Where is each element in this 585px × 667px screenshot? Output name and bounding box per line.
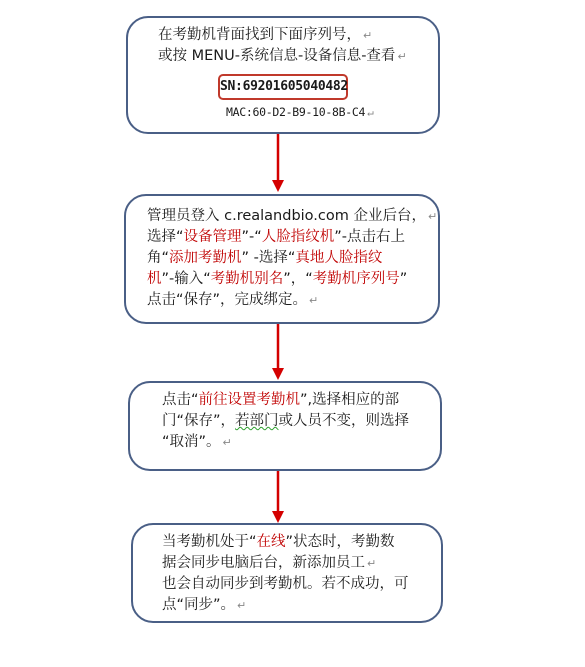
arrow-head bbox=[272, 180, 284, 192]
step-2-text-5: 点击“保存”，完成绑定。 bbox=[147, 292, 308, 308]
text: 当考勤机处于“ bbox=[162, 534, 257, 550]
text: 选择“ bbox=[147, 229, 184, 245]
step-2-line-5 bbox=[147, 290, 318, 311]
arrow-head bbox=[272, 368, 284, 380]
paragraph-mark-icon: ↵ bbox=[237, 599, 247, 612]
mac-address-label bbox=[226, 104, 373, 121]
paragraph-mark-icon: ↵ bbox=[309, 294, 319, 307]
arrow-down-icon bbox=[271, 471, 285, 525]
add-attendance-machine-highlight: 添加考勤机 bbox=[169, 250, 242, 266]
step-2-line-4 bbox=[147, 269, 407, 290]
step-4-text-4: 点“同步”。 bbox=[162, 597, 236, 613]
device-management-highlight: 设备管理 bbox=[183, 229, 242, 245]
paragraph-mark-icon: ↵ bbox=[367, 106, 374, 119]
step-4-text-3: 也会自动同步到考勤机。若不成功，可 bbox=[162, 576, 409, 592]
step-3-line-2 bbox=[162, 411, 409, 432]
paragraph-mark-icon: ↵ bbox=[427, 210, 438, 223]
machine-alias-highlight: 考勤机别名 bbox=[210, 271, 284, 287]
text: ” -选择“ bbox=[241, 250, 296, 266]
arrow-down-icon bbox=[271, 324, 285, 382]
step-4-text-2: 据会同步电脑后台，新添加员工 bbox=[162, 555, 365, 571]
mac-address-text: MAC:60-D2-B9-10-8B-C4 bbox=[226, 105, 366, 119]
paragraph-mark-icon: ↵ bbox=[367, 557, 377, 570]
text: 若部门 bbox=[235, 413, 279, 429]
text: 角“ bbox=[147, 250, 170, 266]
machine-serial-highlight: 考勤机序列号 bbox=[312, 271, 400, 287]
text: ”状态时，考勤数 bbox=[285, 534, 395, 550]
step-1-line-2 bbox=[158, 46, 407, 67]
machine-model-highlight: 真地人脸指纹 bbox=[295, 250, 383, 266]
machine-model-highlight: 机 bbox=[147, 271, 162, 287]
face-fingerprint-machine-highlight: 人脸指纹机 bbox=[261, 229, 335, 245]
step-2-line-1 bbox=[147, 206, 437, 227]
paragraph-mark-icon: ↵ bbox=[363, 29, 373, 42]
text: ”-点击右上 bbox=[334, 229, 406, 245]
text: 或人员不变，则选择 bbox=[278, 413, 410, 429]
text: ”，“ bbox=[283, 271, 313, 287]
online-status-highlight: 在线 bbox=[256, 534, 286, 550]
text: ” bbox=[399, 271, 408, 287]
text: ”,选择相应的部 bbox=[300, 392, 400, 408]
paragraph-mark-icon: ↵ bbox=[222, 436, 232, 449]
text: ”-输入“ bbox=[161, 271, 211, 287]
text: 点击“ bbox=[162, 392, 199, 408]
step-4-line-4 bbox=[162, 595, 246, 616]
step-2-line-3 bbox=[147, 248, 382, 269]
step-1-line-1 bbox=[158, 25, 372, 46]
text: 门“保存”， bbox=[162, 413, 236, 429]
step-4-line-2 bbox=[162, 553, 376, 574]
step-1-text-2: 或按 MENU-系统信息-设备信息-查看 bbox=[158, 48, 396, 64]
step-3-text-3: “取消”。 bbox=[162, 434, 221, 450]
step-4-line-3 bbox=[162, 574, 409, 595]
arrow-down-icon bbox=[271, 134, 285, 194]
go-to-settings-highlight: 前往设置考勤机 bbox=[198, 392, 301, 408]
step-1-text-1: 在考勤机背面找到下面序列号， bbox=[158, 27, 361, 43]
arrow-head bbox=[272, 511, 284, 523]
text: ”-“ bbox=[241, 229, 262, 245]
step-3-line-3 bbox=[162, 432, 232, 453]
step-2-text-1: 管理员登入 c.realandbio.com 企业后台， bbox=[147, 208, 426, 224]
step-2-line-2 bbox=[147, 227, 405, 248]
paragraph-mark-icon: ↵ bbox=[397, 50, 407, 63]
step-4-line-1 bbox=[162, 532, 395, 553]
step-3-line-1 bbox=[162, 390, 399, 411]
serial-number-label: SN:69201605040482 bbox=[218, 74, 348, 100]
